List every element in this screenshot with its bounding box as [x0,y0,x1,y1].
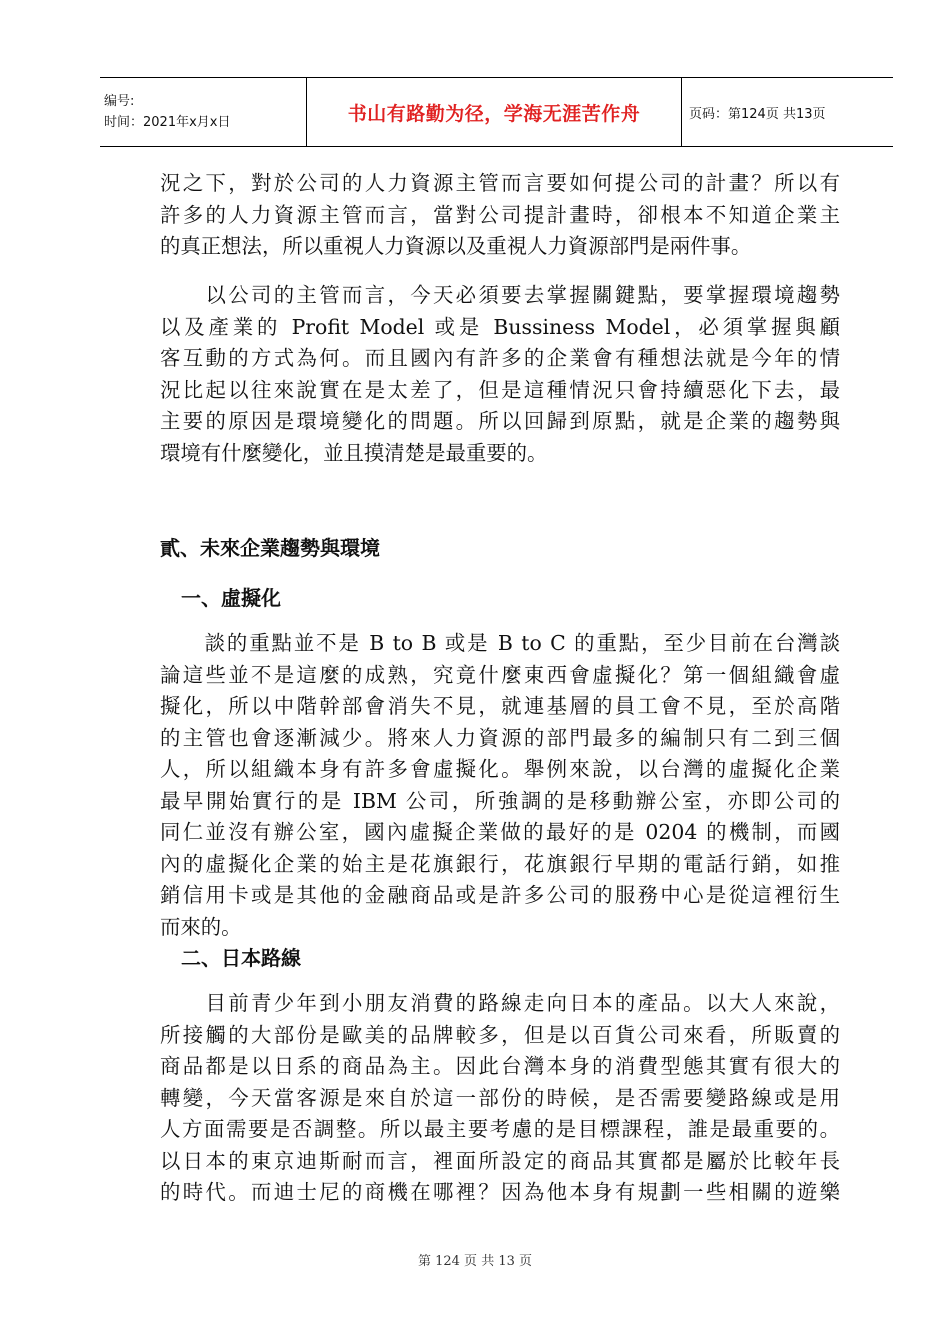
text-line: 況之下，對於公司的人力資源主管而言要如何提公司的計畫？所以有 [160,171,840,195]
text-line: 的時代。而迪士尼的商機在哪裡？因為他本身有規劃一些相關的遊樂 [160,1180,840,1204]
document-number-label: 编号: [104,94,135,109]
text-line: 以及產業的 Profit Model 或是 Bussiness Model，必須掌握與顧 [160,314,840,339]
paragraph-2 [160,280,840,469]
paragraph-text [160,168,840,263]
text-line: 轉變，今天當客源是來自於這一部份的時候，是否需要變路線或是用 [160,1085,840,1110]
paragraph-text [160,628,840,943]
text-line: 談的重點並不是 B to B 或是 B to C 的重點，至少目前在台灣談 [160,631,840,655]
text-line: 商品都是以日系的商品為主。因此台灣本身的消費型態其實有很大的 [160,1054,840,1078]
text-line: 主要的原因是環境變化的問題。所以回歸到原點，就是企業的趨勢與 [160,409,840,433]
header-motto [306,78,682,146]
motto-text: 书山有路勤为径，学海无涯苦作舟 [347,102,641,125]
text-line: 的真正想法，所以重視人力資源以及重視人力資源部門是兩件事。 [160,234,752,258]
footer-page-number: 第 124 页 共 13 页 [417,1254,533,1269]
text-line: 客互動的方式為何。而且國內有許多的企業會有種想法就是今年的情 [160,346,840,370]
text-line: 銷信用卡或是其他的金融商品或是許多公司的服務中心是從這裡衍生 [160,883,840,907]
text-line: 內的虛擬化企業的始主是花旗銀行，花旗銀行早期的電話行銷，如推 [160,851,840,876]
text-line: 以日本的東京迪斯耐而言，裡面所設定的商品其實都是屬於比較年長 [160,1148,840,1173]
document-time-label: 时间：2021年x月x日 [104,115,231,130]
page-number-label: 页码：第124页 共13页 [689,106,826,122]
text-line: 環境有什麼變化，並且摸清楚是最重要的。 [160,440,548,465]
text-line: 所接觸的大部份是歐美的品牌較多，但是以百貨公司來看，所販賣的 [160,1022,840,1047]
text-line: 許多的人力資源主管而言，當對公司提計畫時，卻根本不知道企業主 [160,202,840,227]
text-line: 最早開始實行的是 IBM 公司，所強調的是移動辦公室，亦即公司的 [160,788,840,813]
header-meta [100,78,306,146]
text-line: 而來的。 [160,914,242,939]
text-line: 人方面需要是否調整。所以最主要考慮的是目標課程，誰是最重要的。 [160,1117,840,1141]
page-footer [0,1250,950,1269]
page-header [100,77,893,147]
subsection-heading-virtualization: 一、虛擬化 [181,586,281,610]
text-line: 況比起以往來說實在是太差了，但是這種情況只會持續惡化下去，最 [160,377,840,402]
paragraph-1 [160,168,840,263]
text-line: 以公司的主管而言，今天必須要去掌握關鍵點，要掌握環境趨勢 [160,283,840,307]
text-line: 的主管也會逐漸減少。將來人力資源的部門最多的編制只有二到三個 [160,725,840,750]
header-page-info [682,78,893,146]
paragraph-text [160,280,840,469]
subsection-heading-japan-route: 二、日本路線 [181,946,301,970]
paragraph-text [160,988,840,1209]
text-line: 人，所以組織本身有許多會虛擬化。舉例來說，以台灣的虛擬化企業 [160,757,840,781]
text-line: 論這些並不是這麼的成熟，究竟什麼東西會虛擬化？第一個組織會虛 [160,662,840,687]
text-line: 同仁並沒有辦公室，國內虛擬企業做的最好的是 0204 的機制，而國 [160,820,840,844]
section-heading: 貳、未來企業趨勢與環境 [160,536,380,560]
text-line: 擬化，所以中階幹部會消失不見，就連基層的員工會不見，至於高階 [160,694,840,718]
paragraph-4 [160,988,840,1209]
paragraph-3 [160,628,840,943]
text-line: 目前青少年到小朋友消費的路線走向日本的產品。以大人來說， [160,991,840,1015]
